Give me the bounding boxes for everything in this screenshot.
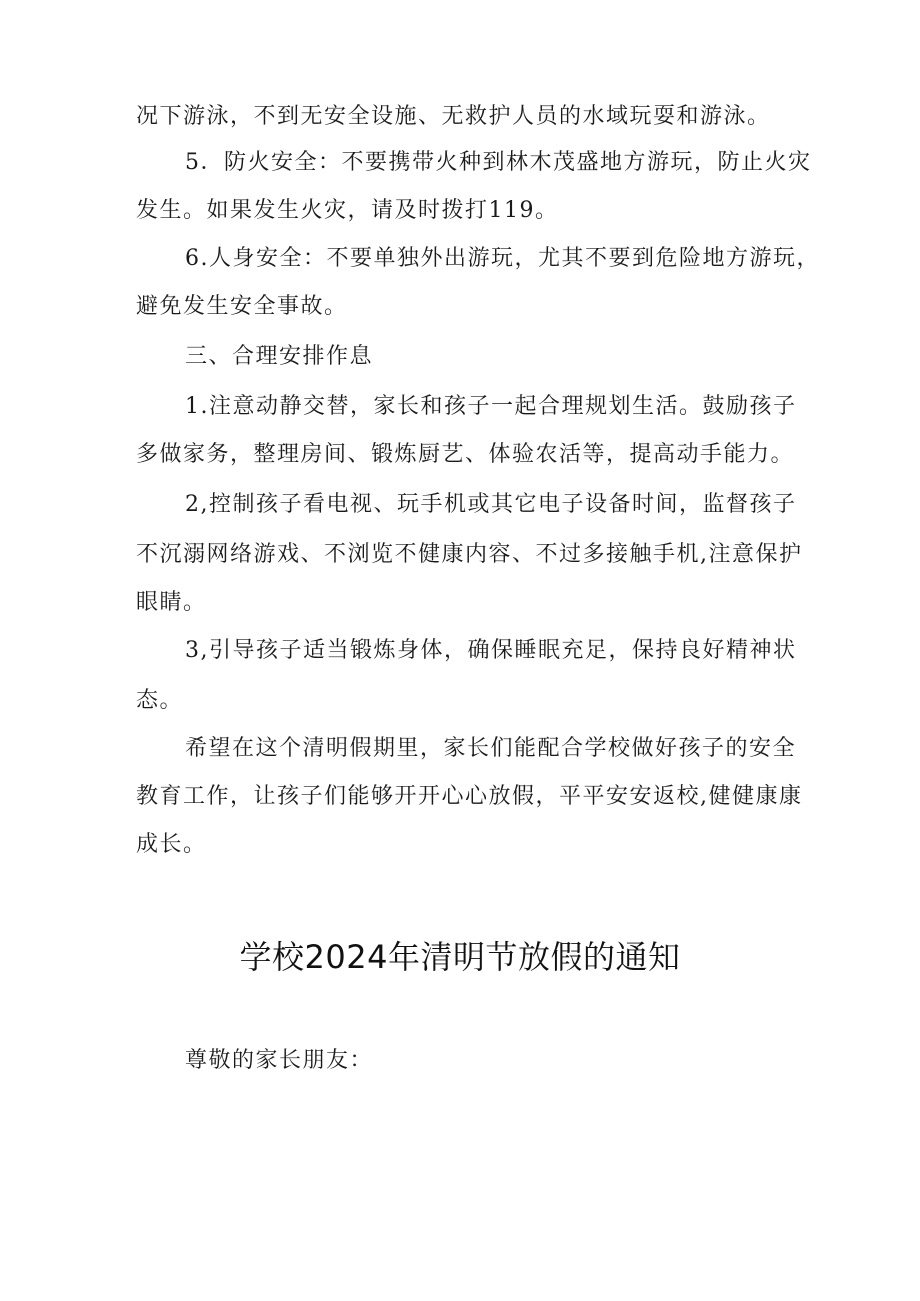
body-line: 成长。 xyxy=(136,832,207,857)
body-line: 态。 xyxy=(136,688,184,713)
body-line: 1.注意动静交替，家长和孩子一起合理规划生活。鼓励孩子 xyxy=(185,394,797,419)
body-line: 况下游泳，不到无安全设施、无救护人员的水域玩耍和游泳。 xyxy=(136,104,771,129)
body-line: 教育工作，让孩子们能够开开心心放假，平平安安返校,健健康康 xyxy=(136,784,803,809)
salutation: 尊敬的家长朋友： xyxy=(185,1048,374,1073)
body-line: 3,引导孩子适当锻炼身体，确保睡眠充足，保持良好精神状 xyxy=(185,638,797,663)
body-line: 6.人身安全：不要单独外出游玩，尤其不要到危险地方游玩， xyxy=(185,246,820,271)
body-line: 2,控制孩子看电视、玩手机或其它电子设备时间，监督孩子 xyxy=(185,492,797,517)
body-line: 眼睛。 xyxy=(136,590,207,615)
notice-title: 学校2024年清明节放假的通知 xyxy=(239,938,681,976)
body-line: 希望在这个清明假期里，家长们能配合学校做好孩子的安全 xyxy=(185,736,797,761)
body-line: 不沉溺网络游戏、不浏览不健康内容、不过多接触手机,注意保护 xyxy=(136,542,803,567)
body-line: 5．防火安全：不要携带火种到林木茂盛地方游玩，防止火灾 xyxy=(185,150,812,175)
body-line: 发生。如果发生火灾，请及时拨打119。 xyxy=(136,198,559,223)
section-heading: 三、合理安排作息 xyxy=(185,344,374,369)
body-line: 避免发生安全事故。 xyxy=(136,294,348,319)
body-line: 多做家务，整理房间、锻炼厨艺、体验农活等，提高动手能力。 xyxy=(136,442,795,467)
